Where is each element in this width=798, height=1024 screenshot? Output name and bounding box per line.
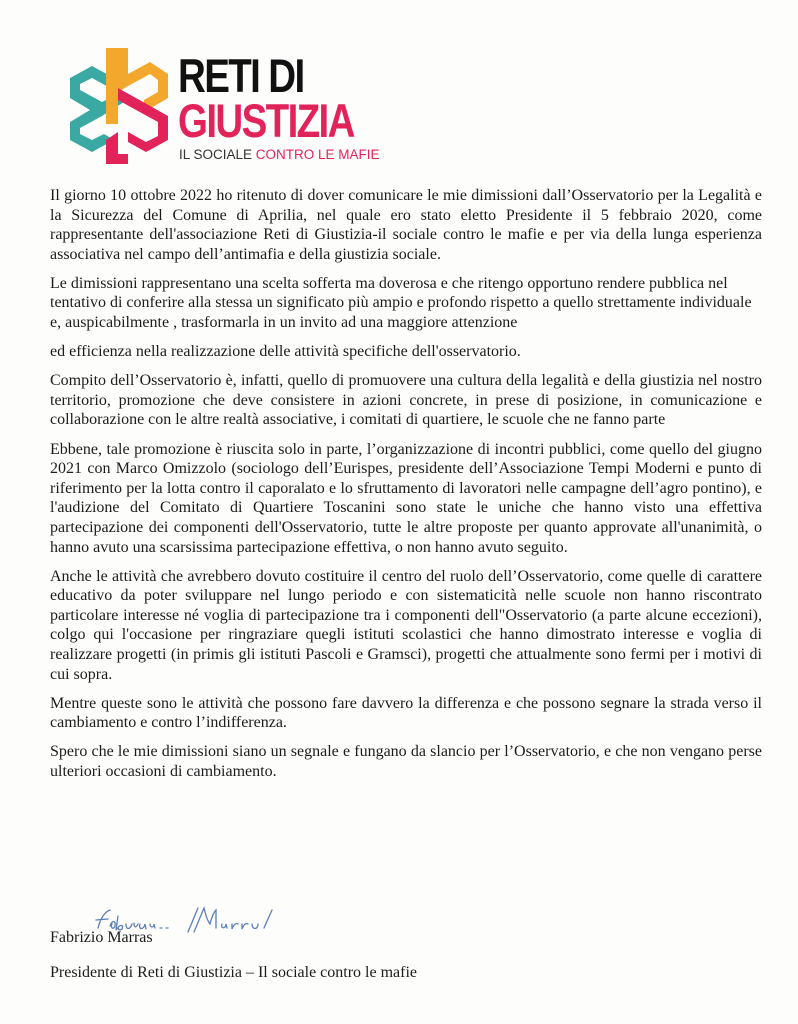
signer-role: Presidente di Reti di Giustizia – Il sociale contro le mafie [50, 964, 418, 981]
logo-tagline-part2: CONTRO LE MAFIE [255, 147, 380, 162]
paragraph-1: Il giorno 10 ottobre 2022 ho ritenuto di dover comunicare le mie dimissioni dall’Osservatorio per la Legalità e la Sicurezza del Comune di Aprilia, nel quale ero stato eletto Presidente il 5 febbraio 2020, come rappresentante dell'associazione Reti di Giustizia-il sociale contro le mafie e per via della lunga esperienza associativa nel campo dell’antimafia e della giustizia sociale. [50, 187, 762, 263]
logo-icon [62, 44, 174, 168]
logo-tagline [179, 147, 380, 162]
paragraph-8: Spero che le mie dimissioni siano un segnale e fungano da slancio per l’Osservatorio, e che non vengano perse ulteriori occasioni di cambiamento. [50, 743, 762, 780]
signer-name: Fabrizio Marras [50, 929, 153, 946]
paragraph-7: Mentre queste sono le attività che possono fare davvero la differenza e che possono segnare la strada verso il cambiamento e contro l’indifferenza. [50, 694, 762, 732]
letter-body [50, 186, 762, 791]
paragraph-2: Le dimissioni rappresentano una scelta sofferta ma doverosa e che ritengo opportuno rendere pubblica nel tentativo di conferire alla stessa un significato più ampio e profondo rispetto a quello strettamente individuale e, auspicabilmente , trasformarla in un invito ad una maggiore attenzione [50, 274, 752, 332]
logo-title-line1: RETI DI [178, 49, 304, 102]
paragraph-4: Compito dell’Osservatorio è, infatti, quello di promuovere una cultura della legalità e della giustizia nel nostro territorio, promozione che deve consistere in azioni concrete, in prese di posizione, in comunicazione e collaborazione con le altre realtà associative, i comitati di quartiere, le scuole che ne fanno parte [50, 372, 762, 429]
paragraph-5: Ebbene, tale promozione è riuscita solo in parte, l’organizzazione di incontri pubblici, come quello del giugno 2021 con Marco Omizzolo (sociologo dell’Eurispes, presidente dell’Associazione Tempi Moderni e punto di riferimento per la lotta contro il caporalato e lo sfruttamento di lavoratori nelle campagne dell’agro pontino), e l'audizione del Comitato di Quartiere Toscanini sono state le uniche che hanno visto una effettiva partecipazione dei componenti dell'Osservatorio, tutte le altre proposte per quanto approvate all'unanimità, o hanno avuto una scarsissima partecipazione effettiva, o non hanno avuto seguito. [50, 440, 762, 556]
paragraph-3: ed efficienza nella realizzazione delle attività specifiche dell'osservatorio. [50, 343, 521, 361]
paragraph-6: Anche le attività che avrebbero dovuto costituire il centro del ruolo dell’Osservatorio, come quelle di carattere educativo da poter sviluppare nel lungo periodo e con sistematicità nelle scuole non hanno riscontrato particolare interesse né voglia di partecipazione tra i componenti dell"Osservatorio (a parte alcune eccezioni), colgo qui l'occasione per ringraziare quegli istituti scolastici che hanno dimostrato interesse e voglia di realizzare progetti (in primis gli istituti Pascoli e Gramsci), progetti che attualmente sono fermi per i motivi di cui sopra. [50, 567, 762, 683]
logo-tagline-part1: IL SOCIALE [179, 147, 253, 162]
logo-title-line2: GIUSTIZIA [178, 94, 354, 147]
